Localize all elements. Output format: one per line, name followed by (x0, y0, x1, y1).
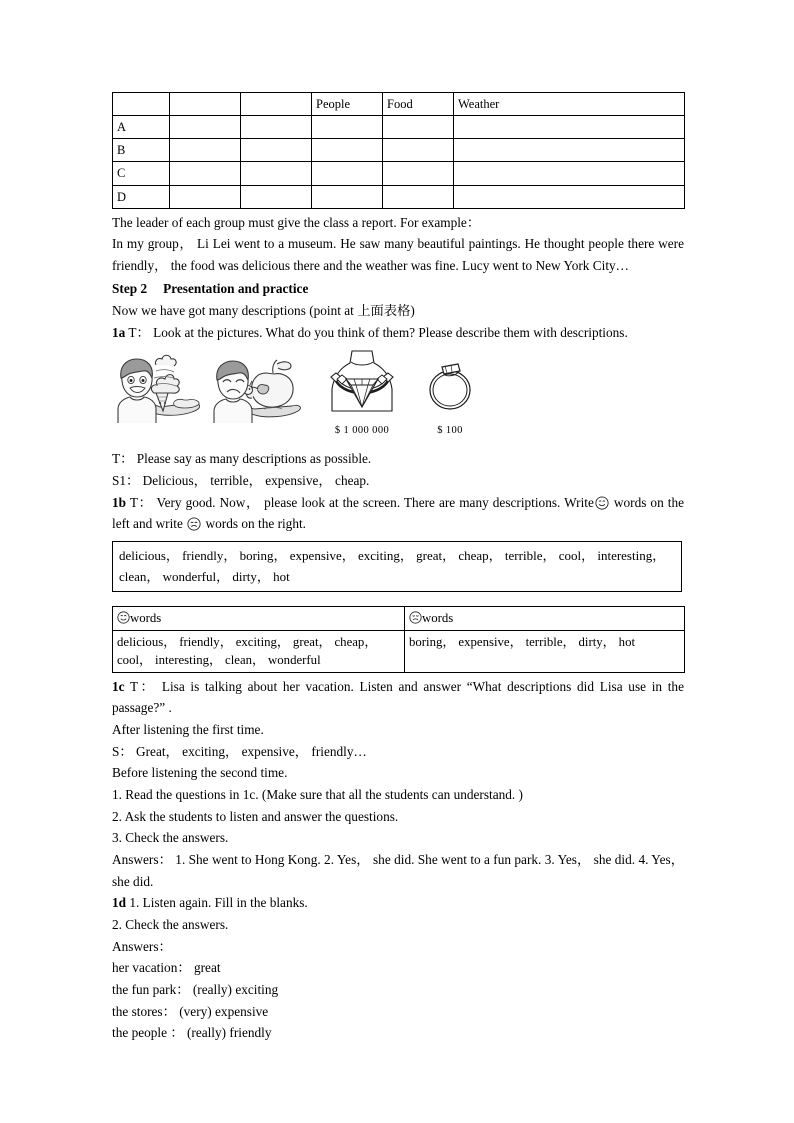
now-descriptions-text: Now we have got many descriptions (point at 上面表格) (112, 302, 415, 318)
task-1b-text-part3: words on the right. (205, 516, 307, 532)
header-cell-people: People (312, 93, 383, 116)
table-row (113, 162, 685, 185)
boy-melting-ice-cream-icon (116, 351, 214, 423)
cell-d-food[interactable] (383, 185, 454, 208)
word-bank-box (112, 541, 682, 592)
row-label-d: D (113, 185, 170, 208)
sad-face-icon (409, 611, 422, 624)
header-cell-blank-3 (241, 93, 312, 116)
cell-d-2[interactable] (241, 185, 312, 208)
cell-a-weather[interactable] (454, 116, 685, 139)
answers-label: Answers： (112, 938, 172, 954)
task-1a-label: 1a (112, 324, 126, 340)
smiley-sad-words-table (112, 606, 685, 673)
sad-face-icon (187, 517, 201, 531)
figure-3-caption: $ 1 000 000 (334, 425, 390, 437)
boy-apple-with-worm-icon (212, 351, 312, 423)
vacation-grid-table (112, 92, 685, 209)
task-1d-text: 1. Listen again. Fill in the blanks. (129, 895, 308, 911)
cell-c-2[interactable] (241, 162, 312, 185)
answer-fun-park: the fun park： (really) exciting (112, 982, 279, 998)
smiley-face-icon (595, 496, 609, 510)
cell-b-weather[interactable] (454, 139, 685, 162)
header-cell-blank-1 (113, 93, 170, 116)
report-intro-text: The leader of each group must give the class a report. For example： (112, 214, 481, 230)
listening-step-3: 3. Check the answers. (112, 830, 229, 846)
cell-c-people[interactable] (312, 162, 383, 185)
listening-step-1: 1. Read the questions in 1c. (Make sure that all the students can understand. ) (112, 787, 523, 803)
student-response-line: S1： Delicious， terrible， expensive， cheap. (112, 472, 370, 488)
words-table-body-row (113, 630, 685, 672)
student-answer-line: S： Great， exciting， expensive， friendly… (112, 743, 367, 759)
cell-b-1[interactable] (170, 139, 241, 162)
table-header-row (113, 93, 685, 116)
table-row (113, 116, 685, 139)
task-1d-label: 1d (112, 895, 127, 911)
figure-diamond-necklace (320, 349, 404, 436)
sad-words-cell: boring， expensive， terrible， dirty， hot (405, 630, 685, 672)
cell-d-people[interactable] (312, 185, 383, 208)
cell-b-food[interactable] (383, 139, 454, 162)
sad-words-label: words (422, 611, 454, 626)
row-label-b: B (113, 139, 170, 162)
step-2-label: Step 2 (112, 280, 148, 296)
figure-gold-ring (414, 353, 486, 436)
header-cell-food: Food (383, 93, 454, 116)
after-listening-line: After listening the first time. (112, 722, 264, 738)
task-1c-line (112, 676, 684, 719)
answers-1c-line: Answers： 1. She went to Hong Kong. 2. Yes， she did. She went to a fun park. 3. Yes， she did. 4. Yes， she did. (112, 852, 684, 889)
header-cell-blank-2 (170, 93, 241, 116)
table-row (113, 185, 685, 208)
diamond-necklace-icon (320, 349, 404, 417)
answer-stores: the stores： (very) expensive (112, 1003, 269, 1019)
cell-c-food[interactable] (383, 162, 454, 185)
task-1a-text: T： Look at the pictures. What do you think of them? Please describe them with descriptions. (128, 324, 628, 340)
figure-boy-apple-worm (212, 351, 312, 429)
document-content (112, 92, 684, 1044)
cell-a-1[interactable] (170, 116, 241, 139)
task-1b-line (112, 492, 684, 535)
gold-ring-icon (414, 353, 486, 417)
task-1c-text: T： Lisa is talking about her vacation. Listen and answer “What descriptions did Lisa use in the passage?” . (112, 678, 684, 716)
cell-b-2[interactable] (241, 139, 312, 162)
smiley-face-icon (117, 611, 130, 624)
task-1d-step-2: 2. Check the answers. (112, 917, 229, 933)
sad-words-header (405, 607, 685, 631)
cell-c-weather[interactable] (454, 162, 685, 185)
listening-step-2: 2. Ask the students to listen and answer the questions. (112, 808, 399, 824)
words-table-header-row (113, 607, 685, 631)
teacher-prompt-line: T： Please say as many descriptions as possible. (112, 451, 372, 467)
cell-c-1[interactable] (170, 162, 241, 185)
cell-d-1[interactable] (170, 185, 241, 208)
task-1d-line (112, 892, 684, 914)
figure-boy-ice-cream (116, 351, 214, 429)
answer-her-vacation: her vacation： great (112, 960, 221, 976)
step-2-title: Presentation and practice (163, 280, 309, 296)
task-1a-line (112, 322, 684, 344)
smiley-words-cell: delicious， friendly， exciting， great， cheap， cool， interesting， clean， wonderful (113, 630, 405, 672)
task-1b-text-part2: words on the left and write (112, 494, 684, 532)
table-row (113, 139, 685, 162)
task-1b-text-part1: T： Very good. Now， please look at the screen. There are many descriptions. Write (129, 494, 594, 510)
illustration-row (112, 349, 684, 445)
cell-a-2[interactable] (241, 116, 312, 139)
cell-a-food[interactable] (383, 116, 454, 139)
task-1b-label: 1b (112, 494, 127, 510)
row-label-a: A (113, 116, 170, 139)
smiley-words-label: words (130, 611, 162, 626)
row-label-c: C (113, 162, 170, 185)
report-example-text: In my group， Li Lei went to a museum. He saw many beautiful paintings. He thought people there were friendly， the food was delicious there and the weather was fine. Lucy went to New York City… (112, 236, 684, 273)
cell-d-weather[interactable] (454, 185, 685, 208)
word-bank-text: delicious， friendly， boring， expensive， exciting， great， cheap， terrible， cool， interesting， clean， wonderful， dirty， hot (119, 547, 666, 584)
task-1c-label: 1c (112, 678, 125, 694)
answer-people: the people ： (really) friendly (112, 1025, 272, 1041)
figure-4-caption: $ 100 (437, 425, 463, 437)
cell-b-people[interactable] (312, 139, 383, 162)
header-cell-weather: Weather (454, 93, 685, 116)
step-2-heading (112, 277, 684, 300)
smiley-words-header (113, 607, 405, 631)
before-listening-line: Before listening the second time. (112, 765, 288, 781)
cell-a-people[interactable] (312, 116, 383, 139)
